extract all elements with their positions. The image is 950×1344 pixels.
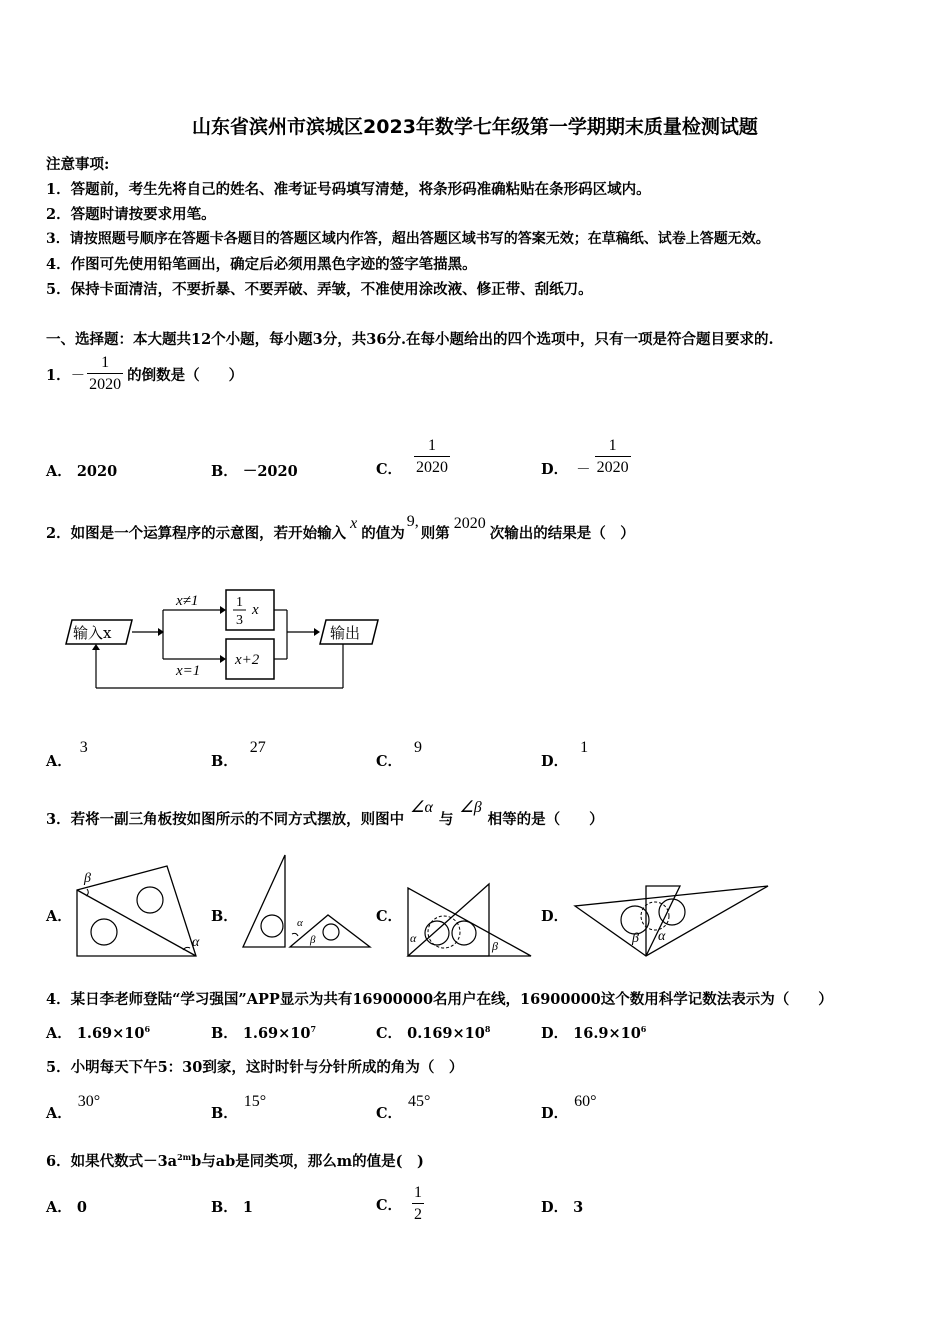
option-b[interactable]: B． 1 (211, 1199, 253, 1216)
option-c[interactable]: C．9 (376, 739, 423, 770)
question-5: 5．小明每天下午5：30到家，这时时针与分针所成的角为（ ） (46, 1059, 464, 1076)
svg-text:α: α (658, 929, 666, 944)
section-heading: 一、选择题：本大题共12个小题，每小题3分，共36分.在每小题给出的四个选项中，只有一项是符合题目要求的. (46, 331, 774, 348)
question-3: 3．若将一副三角板按如图所示的不同方式摆放，则图中∠α与∠β相等的是（ ） (46, 799, 604, 828)
svg-text:x+2: x+2 (235, 652, 260, 668)
notice-item: 3．请按照题号顺序在答题卡各题目的答题区域内作答，超出答题区域书写的答案无效；在草稿纸、试卷上答题无效。 (46, 231, 770, 247)
svg-text:α: α (410, 931, 417, 945)
option-a[interactable]: A． $1.69\times 10^6$ (46, 1024, 151, 1042)
option-b[interactable]: B． $1.69\times 10^7$ (211, 1024, 317, 1042)
notice-heading: 注意事项: (46, 156, 110, 173)
notice-item: 2．答题时请按要求用笔。 (46, 206, 216, 223)
svg-text:β: β (84, 871, 91, 886)
svg-text:α: α (192, 935, 200, 950)
page-title: 山东省滨州市滨城区2023年数学七年级第一学期期末质量检测试题 (192, 116, 758, 138)
question-6: 6．如果代数式$-3a^{2m}b$与ab是同类项，那么m的值是( ) (46, 1152, 424, 1170)
option-a-label[interactable]: A． (46, 908, 72, 925)
svg-text:1: 1 (236, 595, 243, 610)
question-text: 的倒数是（ ） (127, 366, 244, 384)
question-4: 4．某日李老师登陆“学习强国”APP显示为共有16900000名用户在线，16900000这个数用科学记数法表示为（ ） (46, 991, 833, 1008)
option-a[interactable]: A．30° (46, 1093, 101, 1122)
fraction: $\frac{1}{2020}$ (416, 437, 449, 476)
output-label: 输出 (330, 624, 361, 642)
option-b[interactable]: B． －2020 (211, 463, 298, 480)
fraction: $\frac{1}{2020}$ (596, 437, 629, 476)
input-label: 输入x (73, 624, 112, 642)
question-2: 2．如图是一个运算程序的示意图，若开始输入x的值为9,则第2020次输出的结果是（ ） (46, 513, 635, 542)
program-flowchart (60, 582, 390, 694)
fraction: $\frac{1}{2}$ (414, 1184, 423, 1223)
numerator: 1 (101, 354, 110, 371)
fraction (87, 355, 123, 393)
option-b-label[interactable]: B． (211, 908, 238, 925)
option-c-label[interactable]: C． (376, 908, 403, 925)
triangle-figure-a (70, 860, 200, 960)
option-a[interactable]: A． 0 (46, 1199, 87, 1216)
triangle-figure-d (572, 882, 772, 962)
option-c[interactable]: C． $0.169\times 10^8$ (376, 1024, 491, 1042)
condition-bottom: x=1 (176, 663, 201, 679)
option-b[interactable]: B．15° (211, 1093, 267, 1122)
svg-text:α: α (297, 917, 303, 929)
denominator: 2020 (87, 373, 123, 393)
notice-item: 4．作图可先使用铅笔画出，确定后必须用黑色字迹的签字笔描黑。 (46, 256, 477, 273)
option-b[interactable]: B．27 (211, 739, 266, 770)
svg-text:x: x (252, 602, 259, 618)
question-1 (46, 350, 243, 398)
svg-text:β: β (632, 931, 639, 946)
option-d[interactable]: D． 3 (541, 1199, 584, 1216)
question-number: 1． (46, 366, 71, 384)
minus-sign: － (70, 367, 86, 384)
option-c[interactable]: C． $\frac{1}{2}$ (376, 1184, 423, 1223)
condition-top: x≠1 (176, 593, 199, 609)
notice-item: 1．答题前，考生先将自己的姓名、准考证号码填写清楚，将条形码准确粘贴在条形码区域内。 (46, 181, 651, 198)
option-a[interactable]: A．3 (46, 739, 88, 770)
triangle-figure-b (240, 852, 375, 952)
option-d[interactable]: D． － $\frac{1}{2020}$ (541, 437, 629, 478)
svg-text:β: β (492, 939, 498, 953)
option-d[interactable]: D．1 (541, 739, 589, 770)
option-c[interactable]: C．45° (376, 1093, 431, 1122)
option-d[interactable]: D．60° (541, 1093, 597, 1122)
option-c[interactable]: C． $\frac{1}{2020}$ (376, 437, 449, 478)
triangle-figure-c (404, 860, 534, 960)
option-d[interactable]: D． $16.9\times 10^6$ (541, 1024, 647, 1042)
option-a[interactable]: A． 2020 (46, 463, 118, 480)
svg-text:3: 3 (236, 613, 243, 628)
option-d-label[interactable]: D． (541, 908, 569, 925)
notice-item: 5．保持卡面清洁，不要折暴、不要弄破、弄皱，不准使用涂改液、修正带、刮纸刀。 (46, 281, 593, 298)
svg-text:β: β (310, 934, 316, 946)
